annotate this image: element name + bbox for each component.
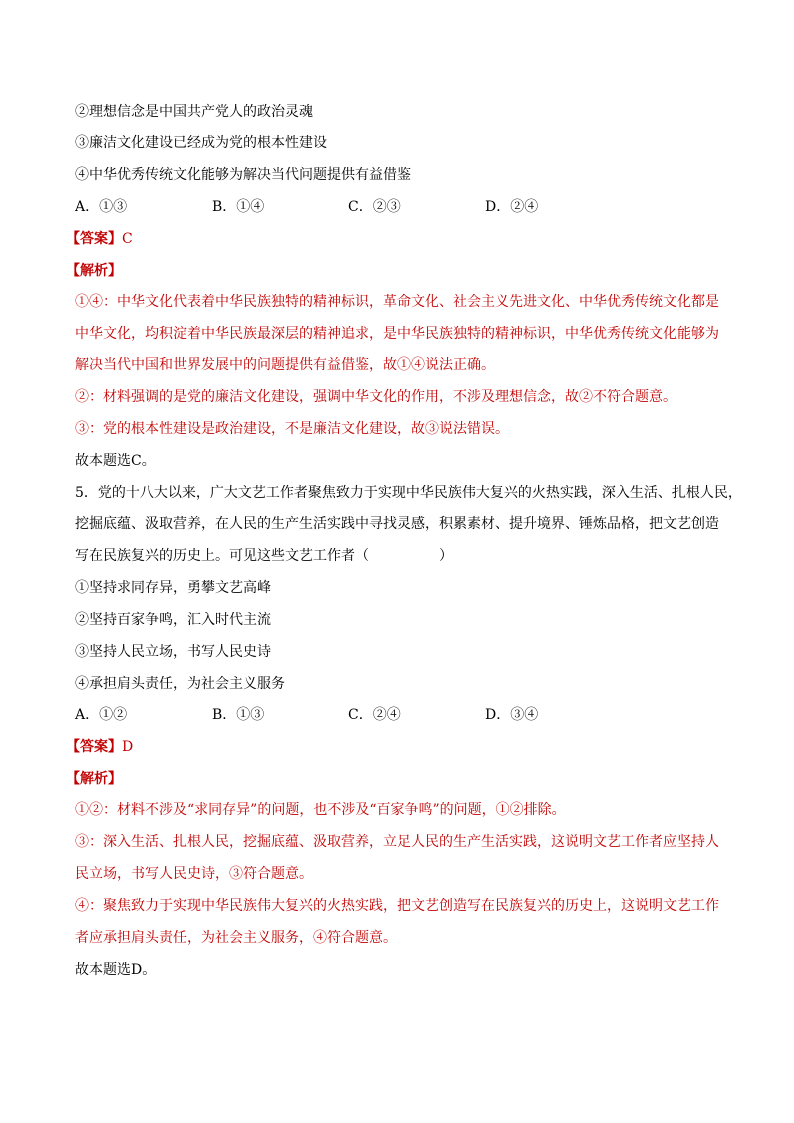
q5-stem-line: 挖掘底蕴、汲取营养，在人民的生产生活实践中寻找灵感，积累素材、提升境界、锤炼品格，把文艺创造 bbox=[75, 516, 719, 532]
q4-option-a: A．①③ bbox=[75, 199, 128, 215]
q4-option-b: B．①④ bbox=[212, 199, 265, 215]
answer-label: 【答案】 bbox=[66, 739, 122, 755]
q5-option-a: A．①② bbox=[75, 707, 128, 723]
q4-analysis-line: ③：党的根本性建设是政治建设，不是廉洁文化建设，故③说法错误。 bbox=[75, 421, 509, 437]
answer-value: D bbox=[122, 739, 134, 755]
q4-statement-2: ②理想信念是中国共产党人的政治灵魂 bbox=[75, 104, 313, 120]
answer-label: 【答案】 bbox=[66, 231, 122, 247]
q5-option-d: D．③④ bbox=[485, 707, 539, 723]
q5-statement-4: ④承担肩头责任，为社会主义服务 bbox=[75, 676, 285, 692]
q5-analysis-line: 者应承担肩头责任，为社会主义服务，④符合题意。 bbox=[75, 930, 397, 946]
q5-analysis-line: ④：聚焦致力于实现中华民族伟大复兴的火热实践，把文艺创造写在民族复兴的历史上，这说明文艺工作 bbox=[75, 898, 719, 914]
q4-analysis-line: ①④：中华文化代表着中华民族独特的精神标识，革命文化、社会主义先进文化、中华优秀传统文化都是 bbox=[75, 294, 719, 310]
q4-statement-4: ④中华优秀传统文化能够为解决当代问题提供有益借鉴 bbox=[75, 167, 411, 183]
q4-answer bbox=[66, 230, 716, 248]
q4-statement-3: ③廉洁文化建设已经成为党的根本性建设 bbox=[75, 135, 327, 151]
q4-option-c: C．②③ bbox=[348, 199, 401, 215]
q5-answer bbox=[66, 738, 716, 756]
q5-option-b: B．①③ bbox=[212, 707, 265, 723]
q4-analysis-line: ②：材料强调的是党的廉洁文化建设，强调中华文化的作用，不涉及理想信念，故②不符合题意。 bbox=[75, 389, 677, 405]
q4-analysis-line: 中华文化，均积淀着中华民族最深层的精神追求，是中华民族独特的精神标识，中华优秀传统文化能够为 bbox=[75, 326, 719, 342]
q5-stem-line: 5．党的十八大以来，广大文艺工作者聚焦致力于实现中华民族伟大复兴的火热实践，深入生活、扎根人民， bbox=[75, 485, 742, 501]
q4-option-d: D．②④ bbox=[485, 199, 539, 215]
analysis-label: 【解析】 bbox=[66, 771, 122, 787]
q5-stem-line: 写在民族复兴的历史上。可见这些文艺工作者（ ） bbox=[75, 548, 453, 564]
q5-statement-3: ③坚持人民立场，书写人民史诗 bbox=[75, 644, 271, 660]
q5-statement-1: ①坚持求同存异，勇攀文艺高峰 bbox=[75, 580, 271, 596]
q4-analysis-line: 解决当代中国和世界发展中的问题提供有益借鉴，故①④说法正确。 bbox=[75, 357, 495, 373]
q4-analysis-label bbox=[66, 262, 716, 280]
answer-value: C bbox=[122, 231, 133, 247]
q5-statement-2: ②坚持百家争鸣，汇入时代主流 bbox=[75, 612, 271, 628]
q5-analysis-label bbox=[66, 770, 716, 788]
analysis-label: 【解析】 bbox=[66, 263, 122, 279]
q5-option-c: C．②④ bbox=[348, 707, 401, 723]
q5-analysis-line: 民立场，书写人民史诗，③符合题意。 bbox=[75, 866, 313, 882]
q5-conclusion: 故本题选D。 bbox=[75, 962, 157, 978]
q5-analysis-line: ①②：材料不涉及“求同存异”的问题，也不涉及“百家争鸣”的问题，①②排除。 bbox=[75, 802, 566, 818]
q4-conclusion: 故本题选C。 bbox=[75, 453, 156, 469]
q5-analysis-line: ③：深入生活、扎根人民，挖掘底蕴、汲取营养，立足人民的生产生活实践，这说明文艺工作者应坚持人 bbox=[75, 834, 719, 850]
